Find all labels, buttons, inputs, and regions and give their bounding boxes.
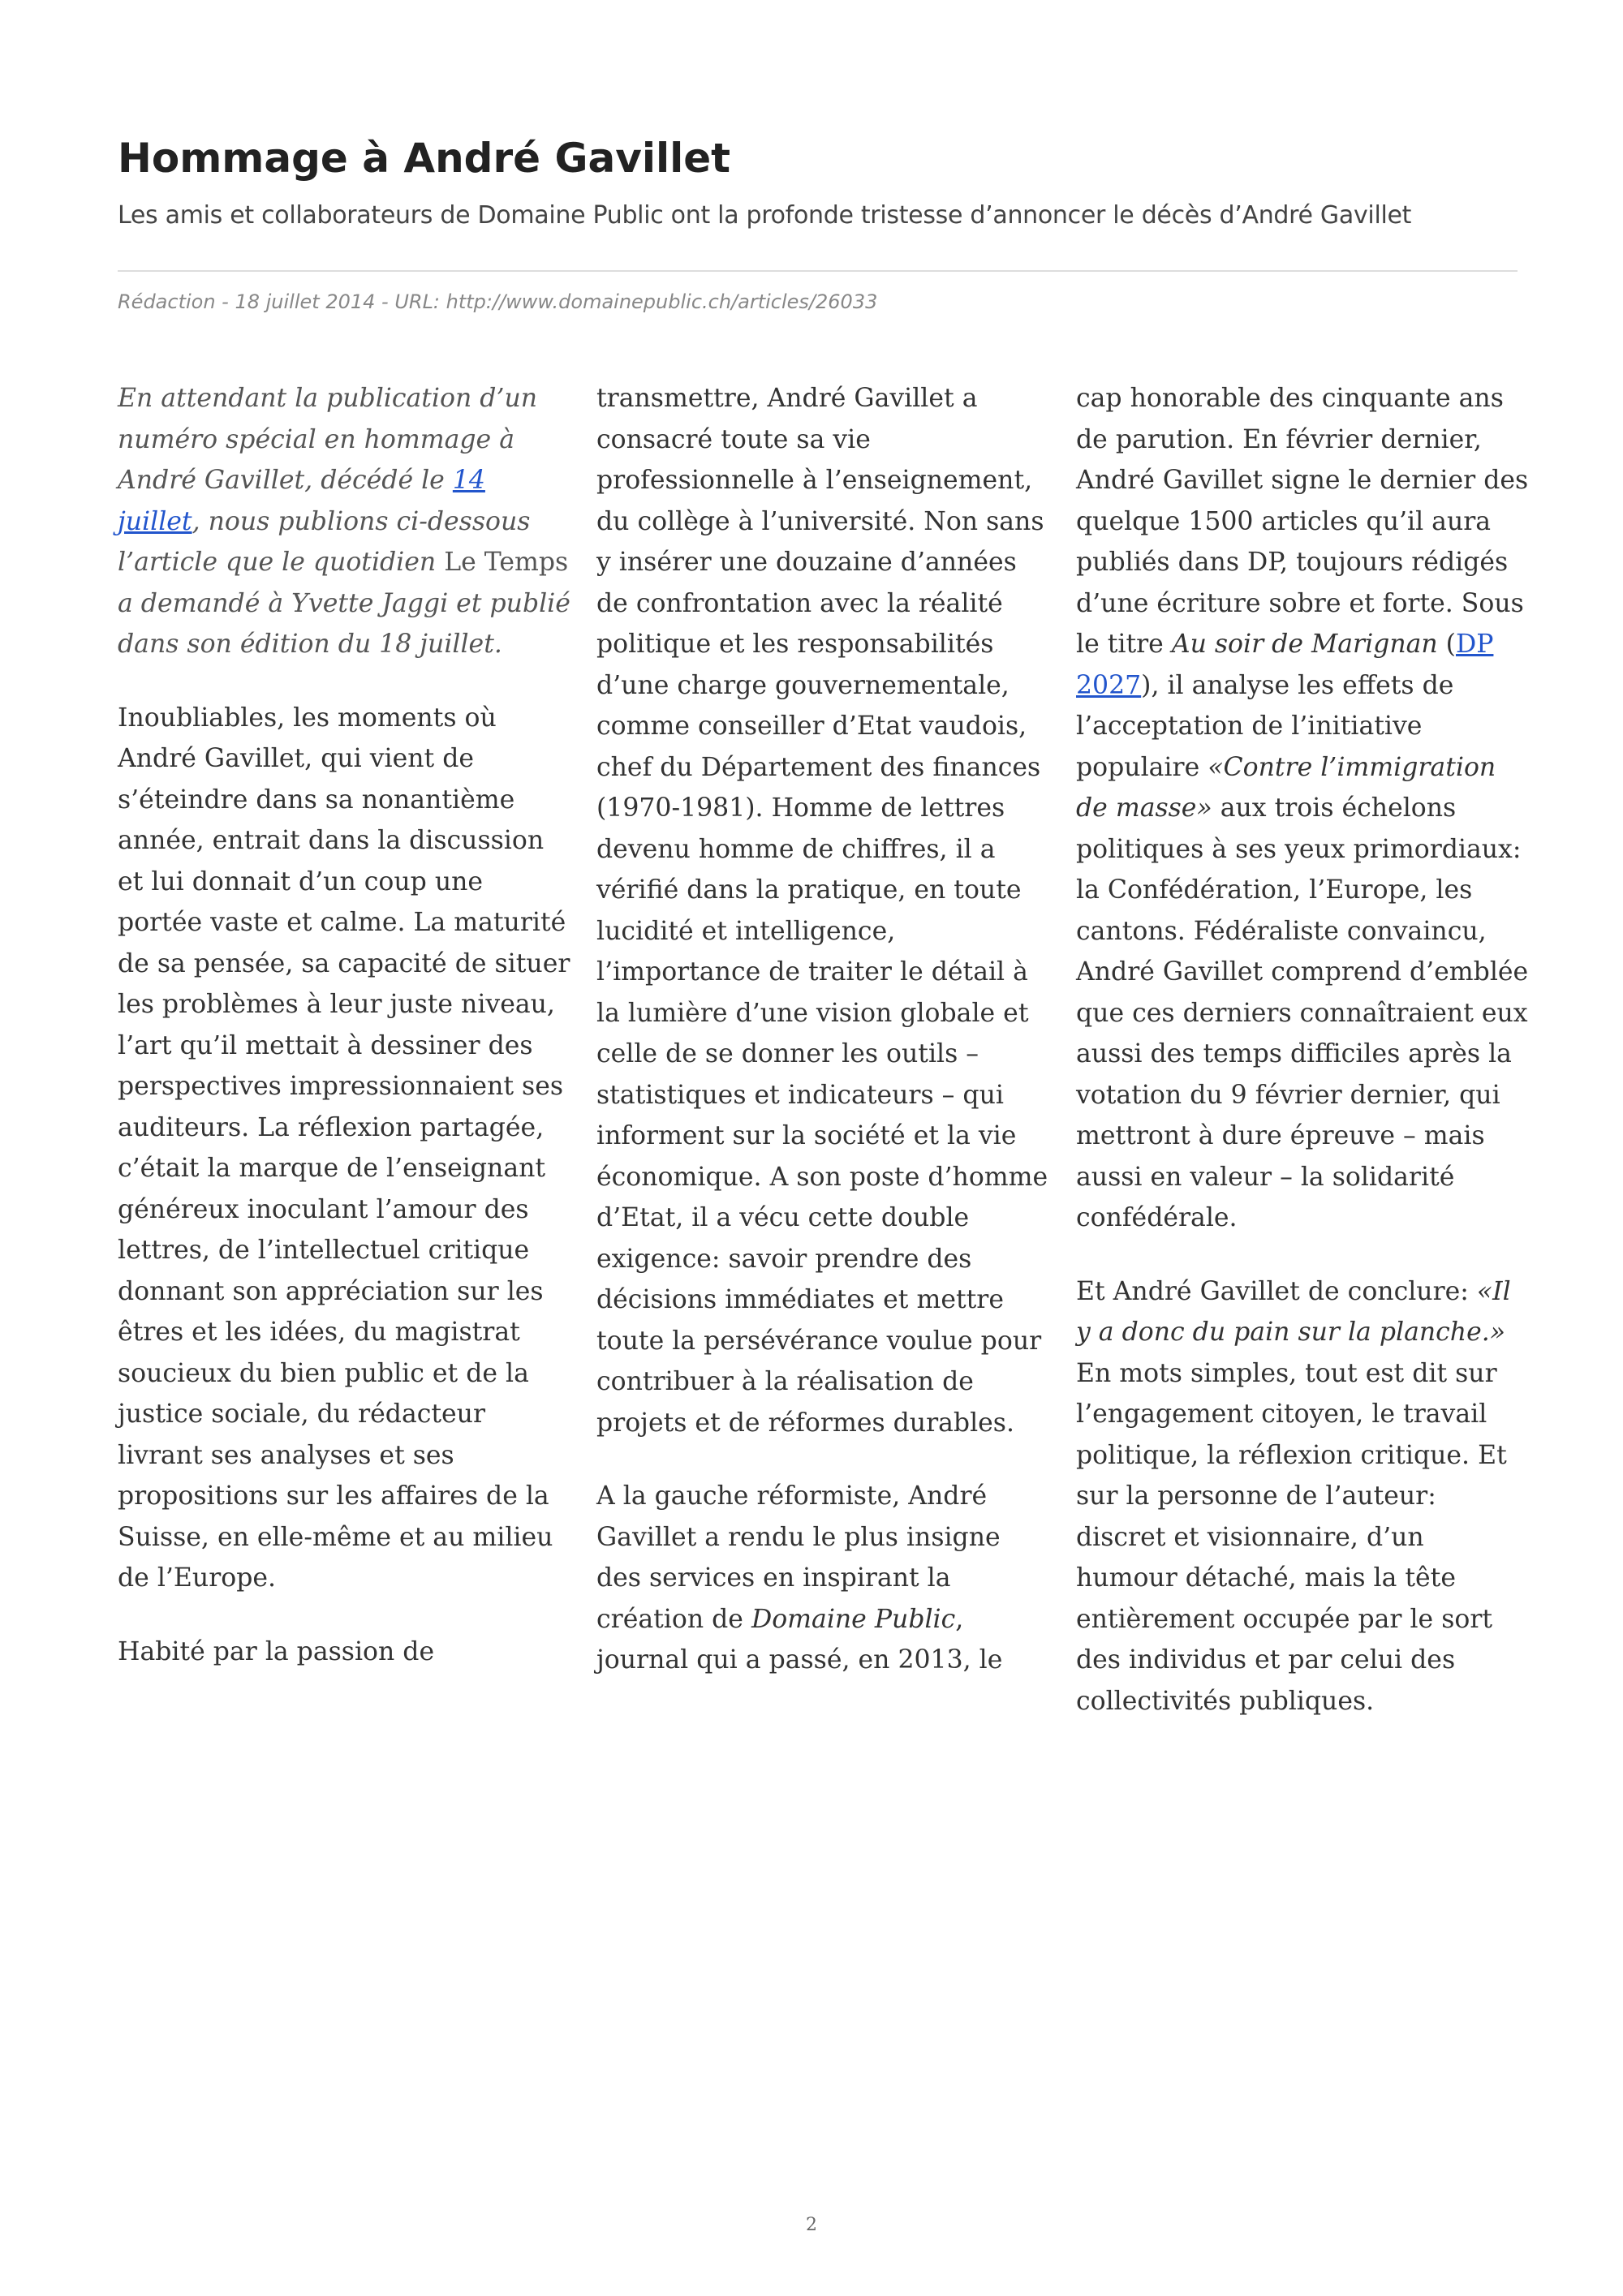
page-number: 2 bbox=[806, 2215, 817, 2235]
initiative-name: «Contre l’immigration de masse» bbox=[1076, 752, 1496, 823]
dp-link[interactable]: DP 2027 bbox=[1076, 630, 1494, 700]
intro-text: , nous publions ci-dessous l’article que le quotidien bbox=[118, 506, 531, 577]
paragraph-3-cont bbox=[1076, 378, 1530, 1239]
intro-paragraph bbox=[118, 378, 572, 665]
article-meta: Rédaction - 18 juillet 2014 - URL: http://www.domainepublic.ch/articles/26033 bbox=[118, 290, 878, 313]
journal-name: Domaine Public bbox=[751, 1604, 956, 1634]
body-text: Et André Gavillet de conclure: bbox=[1076, 1276, 1477, 1306]
body-text: , journal qui a passé, en 2013, le bbox=[596, 1604, 1003, 1675]
article-header bbox=[118, 130, 1518, 234]
column-1 bbox=[118, 378, 572, 1705]
article-subtitle: Les amis et collaborateurs de Domaine Public ont la profonde tristesse d’annoncer le décès d’André Gavillet bbox=[118, 201, 1412, 230]
paragraph-2-start: Habité par la passion de bbox=[118, 1636, 435, 1666]
body-text: En mots simples, tout est dit sur l’engagement citoyen, le travail politique, la réflexion critique. Et sur la personne de l’auteur: discret et visionnaire, d’un humour détaché, mais la tête entièrement occupée par le sort des individus et par celui des collectivités publiques. bbox=[1076, 1358, 1507, 1716]
paragraph-1: Inoubliables, les moments où André Gavillet, qui vient de s’éteindre dans sa nonantième année, entrait dans la discussion et lui donnait d’un coup une portée vaste et calme. La maturité de sa pensée, sa capacité de situer les problèmes à leur juste niveau, l’art qu’il mettait à dessiner des perspectives impressionnaient ses auditeurs. La réflexion partagée, c’était la marque de l’enseignant généreux inoculant l’amour des lettres, de l’intellectuel critique donnant son appréciation sur les êtres et les idées, du magistrat soucieux du bien public et de la justice sociale, du rédacteur livrant ses analyses et ses propositions sur les affaires de la Suisse, en elle-même et au milieu de l’Europe. bbox=[118, 703, 570, 1593]
date-link[interactable]: 14 juillet bbox=[118, 466, 485, 536]
quote: «Il y a donc du pain sur la planche.» bbox=[1076, 1276, 1511, 1347]
column-3 bbox=[1076, 378, 1530, 1754]
body-text: cap honorable des cinquante ans de parution. En février dernier, André Gavillet signe le dernier des quelque 1500 articles qu’il aura publiés dans DP, toujours rédigés d’une écriture sobre et forte. Sous le titre bbox=[1076, 384, 1529, 659]
body-text: aux trois échelons politiques à ses yeux primordiaux: la Confédération, l’Europe, les cantons. Fédéraliste convaincu, André Gavillet comprend d’emblée que ces derniers connaîtraient eux aussi des temps difficiles après la votation du 9 février dernier, qui mettront à dure épreuve – mais aussi en valeur – la solidarité confédérale. bbox=[1076, 793, 1529, 1232]
body-text: ( bbox=[1437, 630, 1456, 659]
header-divider bbox=[118, 270, 1518, 272]
column-2 bbox=[596, 378, 1051, 1713]
newspaper-name: Le Temps bbox=[444, 548, 569, 577]
article-title-ref: Au soir de Marignan bbox=[1171, 630, 1438, 659]
intro-text: En attendant la publication d’un numéro spécial en hommage à André Gavillet, décédé le bbox=[118, 384, 538, 495]
paragraph-4 bbox=[1076, 1271, 1530, 1722]
paragraph-2-cont: transmettre, André Gavillet a consacré toute sa vie professionnelle à l’enseignement, du collège à l’université. Non sans y insérer une douzaine d’années de confrontation avec la réalité politique et les responsabilités d’une charge gouvernementale, comme conseiller d’Etat vaudois, chef du Département des finances (1970-1981). Homme de lettres devenu homme de chiffres, il a vérifié dans la pratique, en toute lucidité et intelligence, l’importance de traiter le détail à la lumière d’une vision globale et celle de se donner les outils – statistiques et indicateurs – qui informent sur la société et la vie économique. A son poste d’homme d’Etat, il a vécu cette double exigence: savoir prendre des décisions immédiates et mettre toute la persévérance voulue pour contribuer à la réalisation de projets et de réformes durables. bbox=[596, 384, 1048, 1438]
paragraph-3-start bbox=[596, 1476, 1051, 1681]
intro-text: a demandé à Yvette Jaggi et publié dans son édition du 18 juillet. bbox=[118, 588, 570, 659]
body-text: A la gauche réformiste, André Gavillet a rendu le plus insigne des services en inspirant la création de bbox=[596, 1481, 1001, 1634]
article-title: Hommage à André Gavillet bbox=[118, 135, 731, 182]
body-text: ), il analyse les effets de l’acceptation de l’initiative populaire bbox=[1076, 670, 1454, 782]
